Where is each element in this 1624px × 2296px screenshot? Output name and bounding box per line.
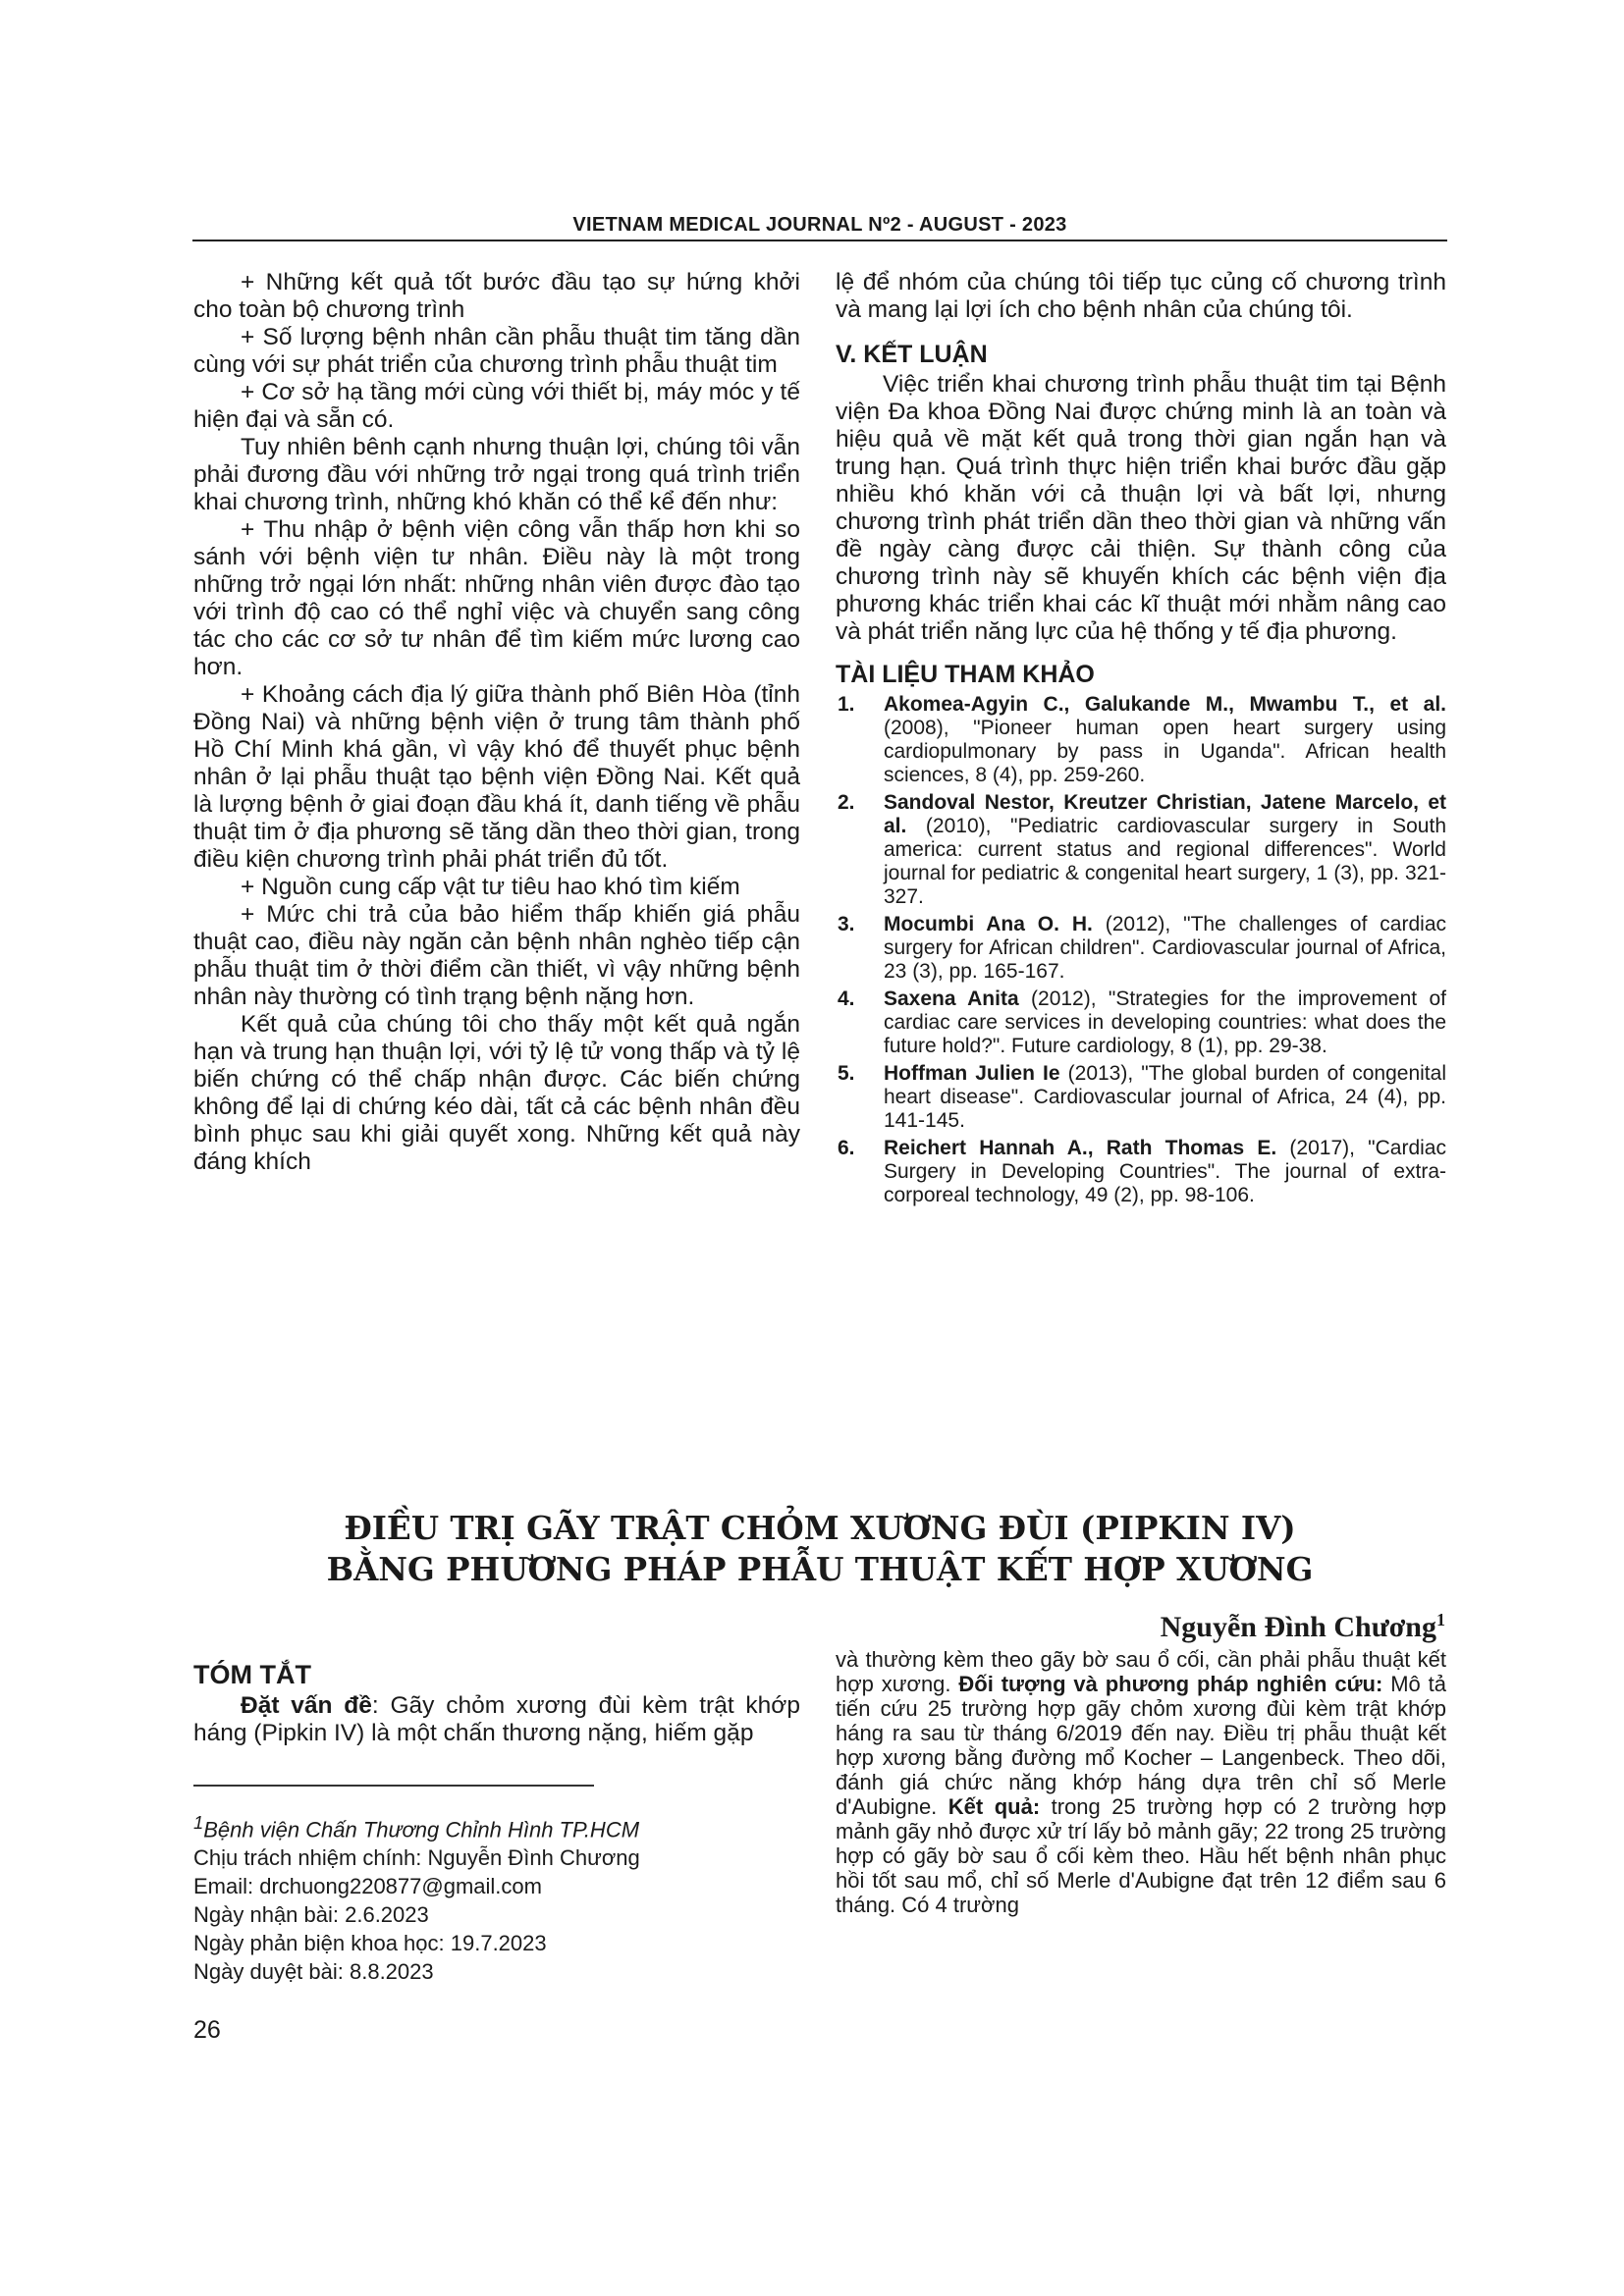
paragraph: lệ để nhóm của chúng tôi tiếp tục củng cố chương trình và mang lại lợi ích cho bệnh nhân của chúng tôi. — [836, 269, 1446, 323]
abstract-paragraph — [836, 1647, 1446, 1917]
abstract-text: Mô tả tiến cứu 25 trường hợp gãy chỏm xương đùi kèm trật khớp háng ra sau từ tháng 6/2019 đến nay. Điều trị phẫu thuật kết hợp xương bằng đường mổ Kocher – Langenbeck. Theo dõi, đánh giá chức năng khớp háng dựa trên chỉ số Merle d'Aubigne. — [836, 1672, 1446, 1819]
footnote-reviewed: Ngày phản biện khoa học: 19.7.2023 — [193, 1931, 547, 1956]
reference-item — [836, 988, 1446, 1058]
section-heading-conclusion: V. KẾT LUẬN — [836, 341, 988, 368]
author-text: Nguyễn Đình Chương — [1160, 1611, 1436, 1643]
reference-authors: Saxena Anita — [884, 988, 1019, 1010]
reference-authors: Mocumbi Ana O. H. — [884, 913, 1093, 935]
reference-authors: Reichert Hannah A., Rath Thomas E. — [884, 1137, 1277, 1159]
abstract-left — [193, 1659, 800, 1747]
reference-details: (2010), "Pediatric cardiovascular surgery in South america: current status and regional differences". World journal for pediatric & congenital heart surgery, 1 (3), pp. 321-327. — [884, 815, 1446, 908]
abstract-label: Đặt vấn đề — [241, 1692, 372, 1719]
footnote-affiliation — [193, 1808, 800, 1843]
author-affiliation-mark: 1 — [1436, 1610, 1445, 1629]
footnote-accepted: Ngày duyệt bài: 8.8.2023 — [193, 1959, 434, 1985]
header-rule — [192, 240, 1447, 241]
reference-number: 2. — [838, 791, 855, 814]
reference-authors: Hoffman Julien Ie — [884, 1062, 1060, 1085]
article-title-line: BẰNG PHƯƠNG PHÁP PHẪU THUẬT KẾT HỢP XƯƠNG — [326, 1550, 1314, 1588]
reference-number: 3. — [838, 913, 855, 935]
abstract-text: trong 25 trường hợp có 2 trường hợp mảnh gãy nhỏ được xử trí lấy bỏ mảnh gãy; 22 trong 25 trường hợp có gãy bờ sau ổ cối kèm theo. Hầu hết bệnh nhân phục hồi tốt sau mổ, chỉ số Merle d'Aubigne đạt trên 12 điểm sau 6 tháng. Có 4 trường — [836, 1794, 1447, 1917]
paragraph: + Cơ sở hạ tầng mới cùng với thiết bị, máy móc y tế hiện đại và sẵn có. — [193, 379, 800, 433]
abstract-right — [836, 1647, 1446, 1917]
paragraph: + Nguồn cung cấp vật tư tiêu hao khó tìm kiếm — [241, 874, 740, 900]
right-column — [836, 269, 1446, 1211]
footnote-affiliation-text: Bệnh viện Chấn Thương Chỉnh Hình TP.HCM — [203, 1817, 640, 1842]
reference-details: (2008), "Pioneer human open heart surgery using cardiopulmonary by pass in Uganda". African health sciences, 8 (4), pp. 259-260. — [884, 717, 1446, 786]
paragraph: Tuy nhiên bênh cạnh nhưng thuận lợi, chúng tôi vẫn phải đương đầu với những trở ngại trong quá trình triển khai chương trình, những khó khăn có thể kể đến như: — [193, 434, 800, 515]
reference-details: (2017), "Cardiac Surgery in Developing Countries". The journal of extra-corporeal technology, 49 (2), pp. 98-106. — [884, 1137, 1446, 1206]
abstract-text: : Gãy chỏm xương đùi kèm trật khớp háng (Pipkin IV) là một chấn thương nặng, hiếm gặp — [193, 1692, 800, 1746]
reference-details: (2012), "Strategies for the improvement of cardiac care services in developing countries: what does the future hold?". Future cardiology, 8 (1), pp. 29-38. — [884, 988, 1447, 1057]
reference-number: 5. — [838, 1062, 855, 1085]
footnote-responsible: Chịu trách nhiệm chính: Nguyễn Đình Chương — [193, 1845, 640, 1871]
abstract-paragraph — [193, 1692, 800, 1747]
reference-details: (2013), "The global burden of congenital heart disease". Cardiovascular journal of Africa, 24 (4), pp. 141-145. — [884, 1062, 1446, 1132]
footnote-received: Ngày nhận bài: 2.6.2023 — [193, 1902, 429, 1928]
reference-item — [836, 913, 1446, 984]
references-heading: TÀI LIỆU THAM KHẢO — [836, 661, 1095, 688]
reference-item — [836, 1062, 1446, 1133]
paragraph: Kết quả của chúng tôi cho thấy một kết quả ngắn hạn và trung hạn thuận lợi, với tỷ lệ tử vong thấp và tỷ lệ biến chứng có thể chấp nhận được. Các biến chứng không để lại di chứng kéo dài, tất cả các bệnh nhân đều bình phục sau khi giải quyết xong. Những kết quả này đáng khích — [193, 1011, 800, 1175]
paragraph: + Những kết quả tốt bước đầu tạo sự hứng khởi cho toàn bộ chương trình — [193, 269, 800, 323]
paragraph: + Khoảng cách địa lý giữa thành phố Biên Hòa (tỉnh Đồng Nai) và những bệnh viện ở trung tâm thành phố Hồ Chí Minh khá gần, vì vậy khó để thuyết phục bệnh nhân ở lại phẫu thuật tạo bệnh viện Đồng Nai. Kết quả là lượng bệnh ở giai đoạn đầu khá ít, danh tiếng về phẫu thuật tim ở địa phương sẽ tăng dần theo thời gian, trong điều kiện chương trình phải phát triển đủ tốt. — [193, 681, 800, 873]
paragraph: + Số lượng bệnh nhân cần phẫu thuật tim tăng dần cùng với sự phát triển của chương trình phẫu thuật tim — [193, 324, 800, 378]
left-column — [193, 269, 800, 1176]
page-number: 26 — [193, 2016, 221, 2044]
abstract-label: Kết quả: — [947, 1794, 1041, 1819]
footnote-email: Email: drchuong220877@gmail.com — [193, 1874, 542, 1899]
reference-number: 4. — [838, 988, 855, 1010]
article-title-line: ĐIỀU TRỊ GÃY TRẬT CHỎM XƯƠNG ĐÙI (PIPKIN IV) — [344, 1509, 1296, 1547]
reference-item — [836, 791, 1446, 909]
abstract-heading: TÓM TẮT — [193, 1660, 311, 1689]
reference-item — [836, 1137, 1446, 1207]
paragraph: Việc triển khai chương trình phẫu thuật tim tại Bệnh viện Đa khoa Đồng Nai được chứng minh là an toàn và hiệu quả về mặt kết quả trong thời gian ngắn hạn và trung hạn. Quá trình thực hiện triển khai bước đầu gặp nhiều khó khăn với cả thuận lợi và bất lợi, nhưng chương trình phát triển dần theo thời gian và những vấn đề ngày càng được cải thiện. Sự thành công của chương trình này sẽ khuyến khích các bệnh viện địa phương khác triển khai các kĩ thuật mới nhằm nâng cao và phát triển năng lực của hệ thống y tế địa phương. — [836, 371, 1446, 645]
reference-authors: Akomea-Agyin C., Galukande M., Mwambu T., et al. — [884, 693, 1446, 716]
footnote-mark: 1 — [193, 1812, 204, 1833]
author-name — [1161, 1610, 1445, 1644]
abstract-label: Đối tượng và phương pháp nghiên cứu: — [958, 1672, 1383, 1696]
abstract-text: và thường kèm theo gãy bờ sau ổ cối, cần phải phẫu thuật kết hợp xương. — [836, 1647, 1446, 1696]
running-header: VIETNAM MEDICAL JOURNAL Nº2 - AUGUST - 2023 — [572, 214, 1067, 236]
article-title — [192, 1508, 1447, 1590]
reference-item — [836, 693, 1446, 787]
paragraph: + Thu nhập ở bệnh viện công vẫn thấp hơn khi so sánh với bệnh viện tư nhân. Điều này là một trong những trở ngại lớn nhất: những nhân viên được đào tạo với trình độ cao có thể nghỉ việc và chuyển sang công tác cho các cơ sở tư nhân để tìm kiếm mức lương cao hơn. — [193, 516, 800, 680]
footnotes — [193, 1808, 800, 1986]
reference-authors: Sandoval Nestor, Kreutzer Christian, Jatene Marcelo, et al. — [884, 791, 1446, 837]
reference-details: (2012), "The challenges of cardiac surgery for African children". Cardiovascular journal of Africa, 23 (3), pp. 165-167. — [884, 913, 1446, 983]
reference-list — [836, 693, 1446, 1207]
paragraph: + Mức chi trả của bảo hiểm thấp khiến giá phẫu thuật cao, điều này ngăn cản bệnh nhân nghèo tiếp cận phẫu thuật tim ở thời điểm cần thiết, vì vậy những bệnh nhân này thường có tình trạng bệnh nặng hơn. — [193, 901, 800, 1010]
reference-number: 6. — [838, 1137, 855, 1159]
reference-number: 1. — [838, 693, 855, 716]
footnote-rule — [193, 1785, 594, 1787]
